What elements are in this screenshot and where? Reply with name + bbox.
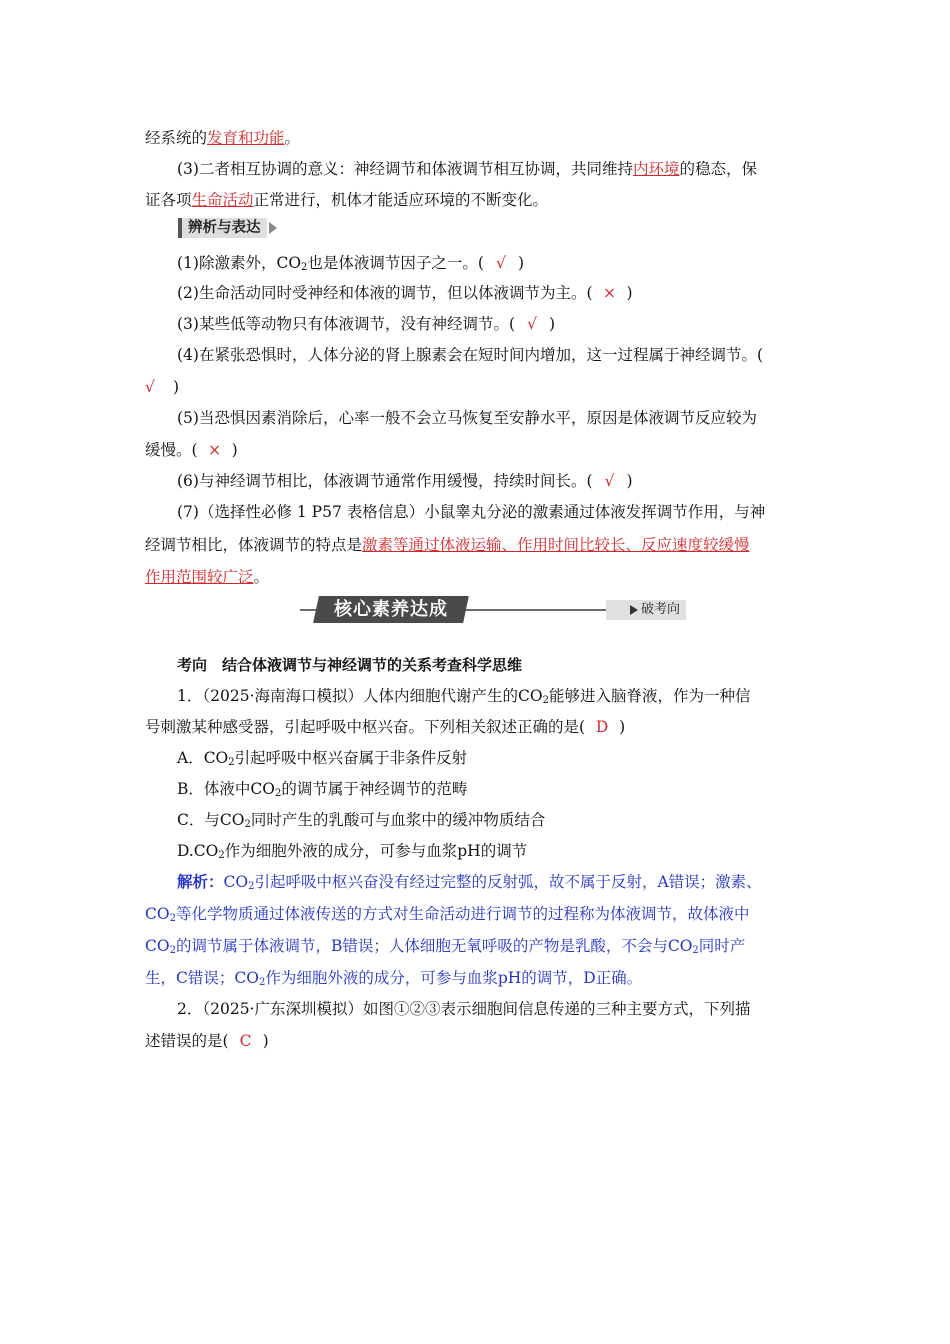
check-icon: √ xyxy=(604,472,615,490)
answer-blank: 内环境 xyxy=(632,160,680,178)
q1-analysis-3: $CO_2$的调节属于体液调节，B错误；人体细胞无氧呼吸的产物是乳酸，不会与$CO_2$同时产 xyxy=(145,937,746,956)
intro-line-1: 经系统的发育和功能。 xyxy=(145,129,301,147)
analysis-label: 解析： xyxy=(177,872,224,891)
intro-line-3: 证各项生命活动正常进行，机体才能适应环境的不断变化。 xyxy=(145,191,549,209)
answer-blank: 激素等通过体液运输、作用时间比较长、反应速度较缓慢 xyxy=(362,536,750,554)
arrow-icon xyxy=(630,605,638,615)
judge-item-7-cont: 经调节相比，体液调节的特点是激素等通过体液运输、作用时间比较长、反应速度较缓慢 xyxy=(145,536,750,554)
check-icon: √ xyxy=(496,254,506,272)
q1-line-1: 1．（2025·海南海口模拟）人体内细胞代谢产生的$CO_2$能够进入脑脊液，作为一种信 xyxy=(177,687,751,706)
q2-line-2: 述错误的是( C ) xyxy=(145,1032,269,1050)
q1-option-b: B．体液中$CO_2$的调节属于神经调节的范畴 xyxy=(177,780,468,799)
flag-icon xyxy=(269,222,277,234)
cross-icon: × xyxy=(603,284,617,302)
banner-right: 破考向 xyxy=(606,600,686,620)
direction-heading: 考向 结合体液调节与神经调节的关系考查科学思维 xyxy=(177,656,523,674)
judge-item-4-cont: √ ) xyxy=(145,378,180,396)
section-banner xyxy=(300,593,686,627)
judge-item-7: (7)（选择性必修 1 P57 表格信息）小鼠睾丸分泌的激素通过体液发挥调节作用，与神 xyxy=(177,503,766,521)
intro-line-2: (3)二者相互协调的意义：神经调节和体液调节相互协调，共同维持内环境的稳态，保 xyxy=(177,160,757,178)
judge-item-3: (3)某些低等动物只有体液调节，没有神经调节。( √ ) xyxy=(177,315,556,333)
check-icon: √ xyxy=(145,378,155,396)
q1-analysis-4: 生，C错误；$CO_2$作为细胞外液的成分，可参与血浆pH的调节，D正确。 xyxy=(145,969,643,988)
judge-item-5-cont: 缓慢。( × ) xyxy=(145,441,238,459)
section-tag-label: 辨析与表达 xyxy=(178,218,267,238)
answer-mark: C xyxy=(239,1032,252,1050)
cross-icon: × xyxy=(208,441,222,459)
judge-item-4: (4)在紧张恐惧时，人体分泌的肾上腺素会在短时间内增加，这一过程属于神经调节。( xyxy=(177,346,764,364)
q1-option-c: C．与$CO_2$同时产生的乳酸可与血浆中的缓冲物质结合 xyxy=(177,811,546,830)
judge-item-5: (5)当恐惧因素消除后，心率一般不会立马恢复至安静水平，原因是体液调节反应较为 xyxy=(177,409,757,427)
q1-option-a: A．$CO_2$引起呼吸中枢兴奋属于非条件反射 xyxy=(177,749,468,768)
banner-title: 核心素养达成 xyxy=(313,596,469,623)
q2-line-1: 2．（2025·广东深圳模拟）如图①②③表示细胞间信息传递的三种主要方式，下列描 xyxy=(177,1000,751,1018)
q1-analysis-2: $CO_2$等化学物质通过体液传送的方式对生命活动进行调节的过程称为体液调节，故体液中 xyxy=(145,905,750,924)
judge-item-1: (1)除激素外，$CO_2$也是体液调节因子之一。( √ ) xyxy=(177,254,525,273)
answer-mark: D xyxy=(595,718,609,736)
answer-blank: 生命活动 xyxy=(191,191,254,209)
answer-blank: 发育和功能 xyxy=(207,129,285,147)
q1-line-2: 号刺激某种感受器，引起呼吸中枢兴奋。下列相关叙述正确的是( D ) xyxy=(145,718,626,736)
answer-blank: 作用范围较广泛 xyxy=(145,568,254,586)
q1-analysis-1: 解析：$CO_2$引起呼吸中枢兴奋没有经过完整的反射弧，故不属于反射，A错误；激素、 xyxy=(177,872,762,892)
judge-item-2: (2)生命活动同时受神经和体液的调节，但以体液调节为主。( × ) xyxy=(177,284,633,302)
q1-option-d: $D.CO_2$作为细胞外液的成分，可参与血浆pH的调节 xyxy=(177,842,528,861)
judge-item-7-end: 作用范围较广泛。 xyxy=(145,568,270,586)
check-icon: √ xyxy=(527,315,537,333)
judge-item-6: (6)与神经调节相比，体液调节通常作用缓慢，持续时间长。( √ ) xyxy=(177,472,633,490)
section-tag xyxy=(178,218,277,238)
